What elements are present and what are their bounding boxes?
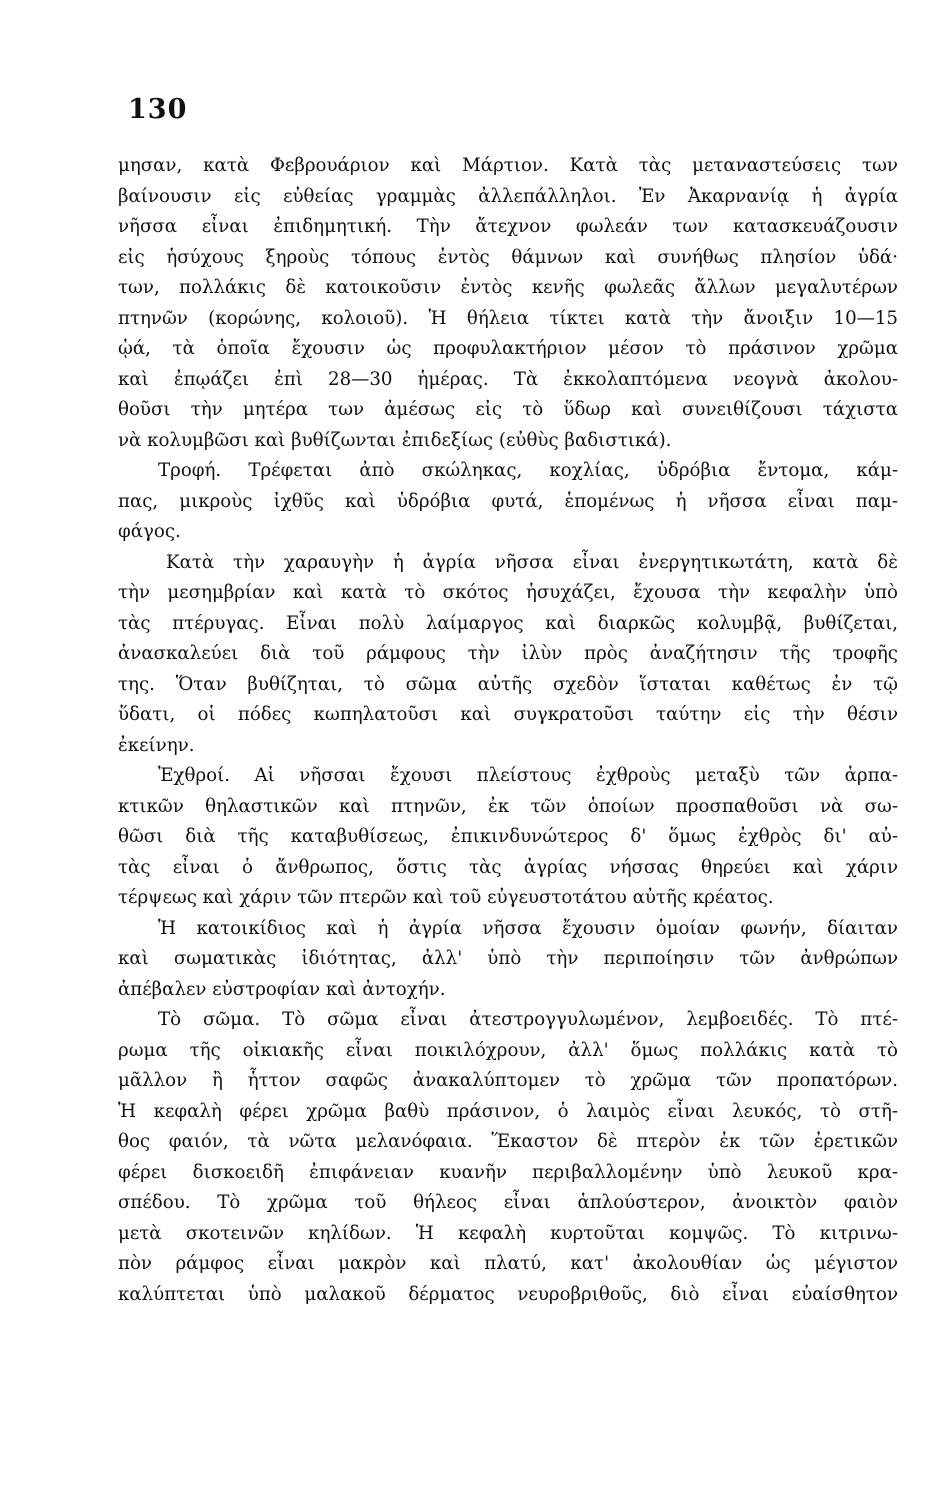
text-line: κτικῶν θηλαστικῶν καὶ πτηνῶν, ἐκ τῶν ὁποίων προσπαθοῦσι νὰ σω- — [118, 795, 898, 817]
text-line: βαίνουσιν εἰς εὐθείας γραμμὰς ἀλλεπάλληλοι. Ἐν Ἀκαρνανίᾳ ἡ ἀγρία — [118, 185, 898, 207]
text-line: σπέδου. Τὸ χρῶμα τοῦ θήλεος εἶναι ἁπλούστερον, ἀνοικτὸν φαιὸν — [118, 1192, 898, 1213]
text-line: εἰς ἡσύχους ξηροὺς τόπους ἐντὸς θάμνων καὶ συνήθως πλησίον ὑδά· — [118, 246, 898, 268]
text-line: πας, μικροὺς ἰχθῦς καὶ ὑδρόβια φυτά, ἑπομένως ἡ νῆσσα εἶναι παμ- — [118, 490, 898, 512]
text-line: Ἡ κατοικίδιος καὶ ἡ ἀγρία νῆσσα ἔχουσιν ὁμοίαν φωνήν, δίαιταν — [158, 917, 898, 939]
text-line: της. Ὅταν βυθίζηται, τὸ σῶμα αὐτῆς σχεδὸν ἵσταται καθέτως ἐν τῷ — [118, 673, 898, 695]
text-line: τὰς εἶναι ὁ ἄνθρωπος, ὅστις τὰς ἀγρίας νήσσας θηρεύει καὶ χάριν — [118, 856, 898, 878]
text-line: τὴν μεσημβρίαν καὶ κατὰ τὸ σκότος ἡσυχάζει, ἔχουσα τὴν κεφαλὴν ὑπὸ — [118, 582, 898, 603]
text-line: θῶσι διὰ τῆς καταβυθίσεως, ἐπικινδυνώτερος δ' ὅμως ἐχθρὸς δι' αὐ- — [118, 826, 898, 847]
text-line: φάγος. — [118, 521, 181, 542]
text-line: ρωμα τῆς οἰκιακῆς εἶναι ποικιλόχρουν, ἀλλ' ὅμως πολλάκις κατὰ τὸ — [118, 1039, 898, 1061]
text-line: θοῦσι τὴν μητέρα των ἀμέσως εἰς τὸ ὕδωρ καὶ συνειθίζουσι τάχιστα — [118, 399, 898, 420]
text-line: νὰ κολυμβῶσι καὶ βυθίζωνται ἐπιδεξίως (εὐθὺς βαδιστικά). — [118, 429, 672, 451]
text-line: τὰς πτέρυγας. Εἶναι πολὺ λαίμαργος καὶ διαρκῶς κολυμβᾷ, βυθίζεται, — [118, 612, 898, 634]
text-line: ᾠά, τὰ ὁποῖα ἔχουσιν ὡς προφυλακτήριον μέσον τὸ πράσινον χρῶμα — [118, 338, 898, 359]
text-line: νῆσσα εἶναι ἐπιδημητική. Τὴν ἄτεχνον φωλεάν των κατασκευάζουσιν — [118, 216, 898, 237]
text-line: Ἡ κεφαλὴ φέρει χρῶμα βαθὺ πράσινον, ὁ λαιμὸς εἶναι λευκός, τὸ στῆ- — [118, 1100, 898, 1122]
text-line: φέρει δισκοειδῆ ἐπιφάνειαν κυανῆν περιβαλλομένην ὑπὸ λευκοῦ κρα- — [118, 1161, 898, 1183]
text-line: Τροφή. Τρέφεται ἀπὸ σκώληκας, κοχλίας, ὑδρόβια ἔντομα, κάμ- — [158, 460, 898, 481]
text-line: μᾶλλον ἢ ἧττον σαφῶς ἀνακαλύπτομεν τὸ χρῶμα τῶν προπατόρων. — [118, 1070, 898, 1091]
page-number: 130 — [128, 94, 188, 125]
text-line: ἀπέβαλεν εὐστροφίαν καὶ ἀντοχήν. — [118, 978, 446, 1000]
text-line: καλύπτεται ὑπὸ μαλακοῦ δέρματος νευροβριθοῦς, διὸ εἶναι εὐαίσθητον — [118, 1283, 898, 1305]
text-line: καὶ ἐπῳάζει ἐπὶ 28—30 ἡμέρας. Τὰ ἐκκολαπτόμενα νεογνὰ ἀκολου- — [118, 368, 898, 390]
text-line: ἐκείνην. — [118, 734, 195, 756]
text-line: τέρψεως καὶ χάριν τῶν πτερῶν καὶ τοῦ εὐγευστοτάτου αὐτῆς κρέατος. — [118, 887, 774, 908]
text-line: ὕδατι, οἱ πόδες κωπηλατοῦσι καὶ συγκρατοῦσι ταύτην εἰς τὴν θέσιν — [118, 704, 898, 725]
text-line: Κατὰ τὴν χαραυγὴν ἡ ἀγρία νῆσσα εἶναι ἐνεργητικωτάτη, κατὰ δὲ — [166, 551, 898, 573]
text-line: θος φαιόν, τὰ νῶτα μελανόφαια. Ἕκαστον δὲ πτερὸν ἐκ τῶν ἐρετικῶν — [118, 1131, 898, 1152]
body-text — [118, 151, 898, 1310]
text-line: Ἐχθροί. Αἱ νῆσσαι ἔχουσι πλείστους ἐχθροὺς μεταξὺ τῶν ἁρπα- — [158, 765, 898, 786]
text-line: πὸν ράμφος εἶναι μακρὸν καὶ πλατύ, κατ' ἀκολουθίαν ὡς μέγιστον — [118, 1253, 898, 1274]
text-line: πτηνῶν (κορώνης, κολοιοῦ). Ἡ θήλεια τίκτει κατὰ τὴν ἄνοιξιν 10—15 — [118, 307, 898, 329]
text-line: ἀνασκαλεύει διὰ τοῦ ράμφους τὴν ἰλὺν πρὸς ἀναζήτησιν τῆς τροφῆς — [118, 643, 898, 664]
text-line: των, πολλάκις δὲ κατοικοῦσιν ἐντὸς κενῆς φωλεᾶς ἄλλων μεγαλυτέρων — [118, 277, 898, 298]
text-line: μησαν, κατὰ Φεβρουάριον καὶ Μάρτιον. Κατὰ τὰς μεταναστεύσεις των — [118, 155, 898, 176]
text-line: μετὰ σκοτεινῶν κηλίδων. Ἡ κεφαλὴ κυρτοῦται κομψῶς. Τὸ κιτρινω- — [118, 1222, 898, 1244]
text-line: Τὸ σῶμα. Τὸ σῶμα εἶναι ἀτεστρογγυλωμένον, λεμβοειδές. Τὸ πτέ- — [158, 1009, 898, 1030]
text-line: καὶ σωματικὰς ἰδιότητας, ἀλλ' ὑπὸ τὴν περιποίησιν τῶν ἀνθρώπων — [118, 948, 898, 969]
